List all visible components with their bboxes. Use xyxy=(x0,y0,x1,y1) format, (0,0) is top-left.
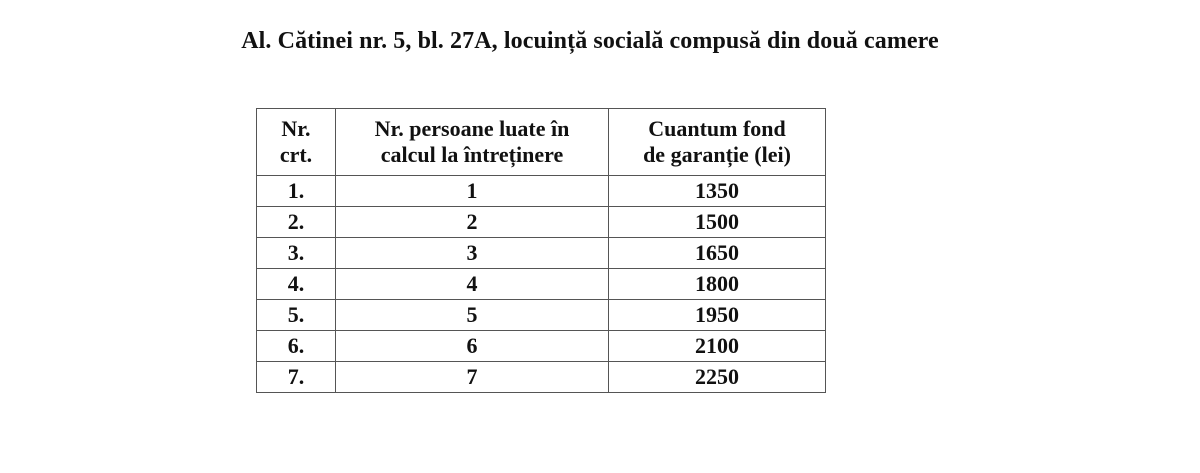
row-fund: 2100 xyxy=(609,331,826,362)
row-fund: 1350 xyxy=(609,176,826,207)
table-header-row xyxy=(257,109,826,176)
row-persons: 7 xyxy=(336,362,609,393)
row-persons: 4 xyxy=(336,269,609,300)
row-nr: 6. xyxy=(257,331,336,362)
header-nr-line1: Nr. xyxy=(281,116,311,141)
row-persons: 1 xyxy=(336,176,609,207)
row-fund: 1500 xyxy=(609,207,826,238)
header-persons xyxy=(336,109,609,176)
table-row xyxy=(257,176,826,207)
row-fund: 2250 xyxy=(609,362,826,393)
table-row xyxy=(257,207,826,238)
table-row xyxy=(257,362,826,393)
table-row xyxy=(257,331,826,362)
header-persons-line1: Nr. persoane luate în xyxy=(374,116,570,141)
row-persons: 5 xyxy=(336,300,609,331)
row-nr: 7. xyxy=(257,362,336,393)
guarantee-fund-table xyxy=(256,108,826,393)
table-row xyxy=(257,300,826,331)
header-nr-crt xyxy=(257,109,336,176)
header-fund-line1: Cuantum fond xyxy=(648,116,786,141)
row-fund: 1950 xyxy=(609,300,826,331)
header-persons-line2: calcul la întreținere xyxy=(380,142,564,167)
header-fund-line2: de garanție (lei) xyxy=(643,142,791,167)
table-row xyxy=(257,269,826,300)
row-nr: 1. xyxy=(257,176,336,207)
header-nr-line2: crt. xyxy=(279,142,313,167)
row-nr: 3. xyxy=(257,238,336,269)
row-persons: 3 xyxy=(336,238,609,269)
row-fund: 1650 xyxy=(609,238,826,269)
row-nr: 4. xyxy=(257,269,336,300)
page-title: Al. Cătinei nr. 5, bl. 27A, locuință socială compusă din două camere xyxy=(241,28,939,54)
row-fund: 1800 xyxy=(609,269,826,300)
row-persons: 6 xyxy=(336,331,609,362)
header-fund xyxy=(609,109,826,176)
row-nr: 2. xyxy=(257,207,336,238)
row-persons: 2 xyxy=(336,207,609,238)
row-nr: 5. xyxy=(257,300,336,331)
table-row xyxy=(257,238,826,269)
